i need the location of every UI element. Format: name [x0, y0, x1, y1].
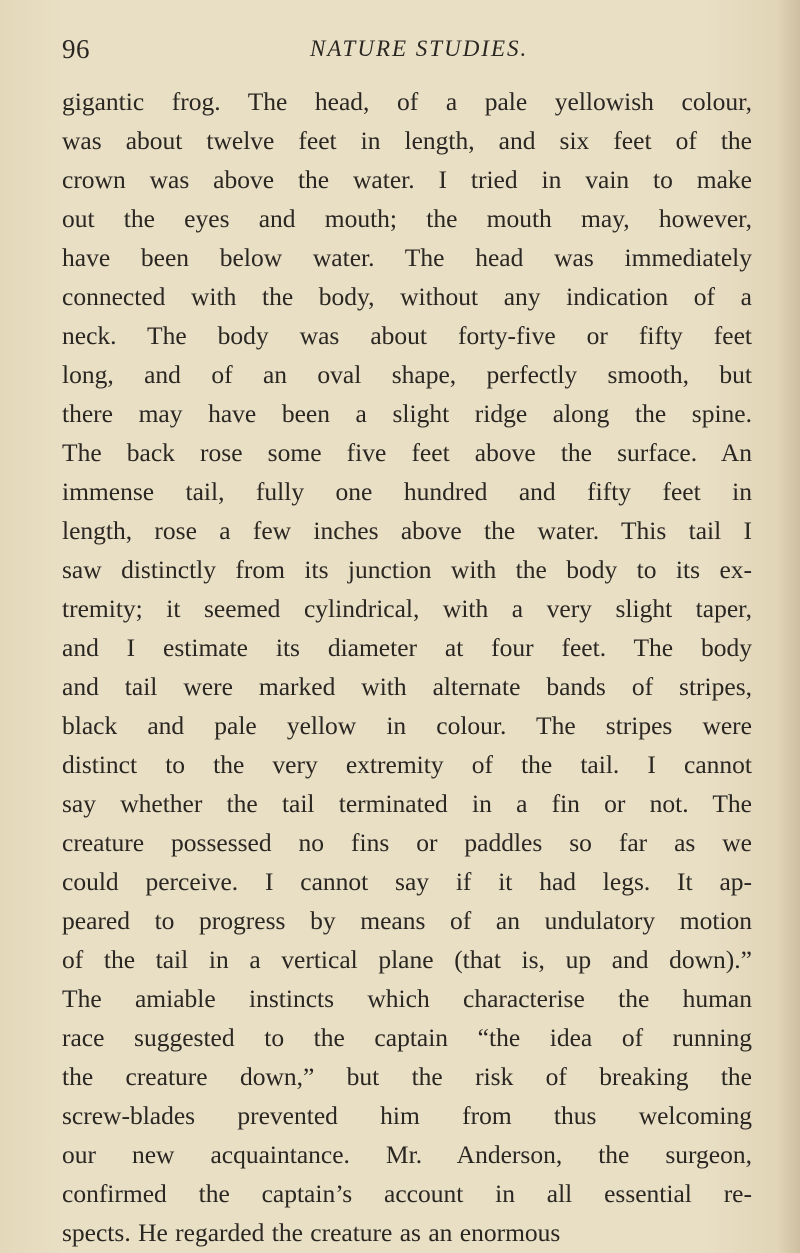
text-line: and I estimate its diameter at four feet. The body — [62, 633, 752, 662]
text-line: distinct to the very extremity of the tail. I cannot — [62, 750, 752, 779]
text-line: could perceive. I cannot say if it had legs. It ap- — [62, 867, 752, 896]
running-title: NATURE STUDIES. — [310, 36, 529, 61]
text-line: crown was above the water. I tried in vain to make — [62, 165, 752, 194]
text-line: of the tail in a vertical plane (that is, up and down).” — [62, 945, 752, 974]
text-line: and tail were marked with alternate bands of stripes, — [62, 672, 752, 701]
text-line: spects. He regarded the creature as an enormous — [62, 1218, 561, 1247]
text-line: The back rose some five feet above the surface. An — [62, 438, 752, 467]
text-line: race suggested to the captain “the idea of running — [62, 1023, 752, 1052]
body-text — [62, 82, 752, 1252]
text-line: connected with the body, without any indication of a — [62, 282, 752, 311]
page-edge-shadow — [778, 0, 800, 1253]
text-line: have been below water. The head was immediately — [62, 243, 752, 272]
text-line: confirmed the captain’s account in all essential re- — [62, 1179, 752, 1208]
text-line: The amiable instincts which characterise the human — [62, 984, 752, 1013]
running-head — [62, 34, 752, 70]
page-number: 96 — [62, 34, 90, 64]
text-line: long, and of an oval shape, perfectly smooth, but — [62, 360, 752, 389]
text-line: peared to progress by means of an undulatory motion — [62, 906, 752, 935]
text-line: was about twelve feet in length, and six feet of the — [62, 126, 752, 155]
text-line: black and pale yellow in colour. The stripes were — [62, 711, 752, 740]
text-line: creature possessed no fins or paddles so far as we — [62, 828, 752, 857]
text-line: length, rose a few inches above the water. This tail I — [62, 516, 752, 545]
text-line: the creature down,” but the risk of breaking the — [62, 1062, 752, 1091]
text-line: our new acquaintance. Mr. Anderson, the surgeon, — [62, 1140, 752, 1169]
text-line: there may have been a slight ridge along the spine. — [62, 399, 752, 428]
text-line: saw distinctly from its junction with the body to its ex- — [62, 555, 752, 584]
text-line: tremity; it seemed cylindrical, with a very slight taper, — [62, 594, 752, 623]
text-line: say whether the tail terminated in a fin or not. The — [62, 789, 752, 818]
text-line: gigantic frog. The head, of a pale yellowish colour, — [62, 87, 752, 116]
text-line: out the eyes and mouth; the mouth may, however, — [62, 204, 752, 233]
text-line: screw-blades prevented him from thus welcoming — [62, 1101, 752, 1130]
text-line: neck. The body was about forty-five or fifty feet — [62, 321, 752, 350]
text-line: immense tail, fully one hundred and fifty feet in — [62, 477, 752, 506]
